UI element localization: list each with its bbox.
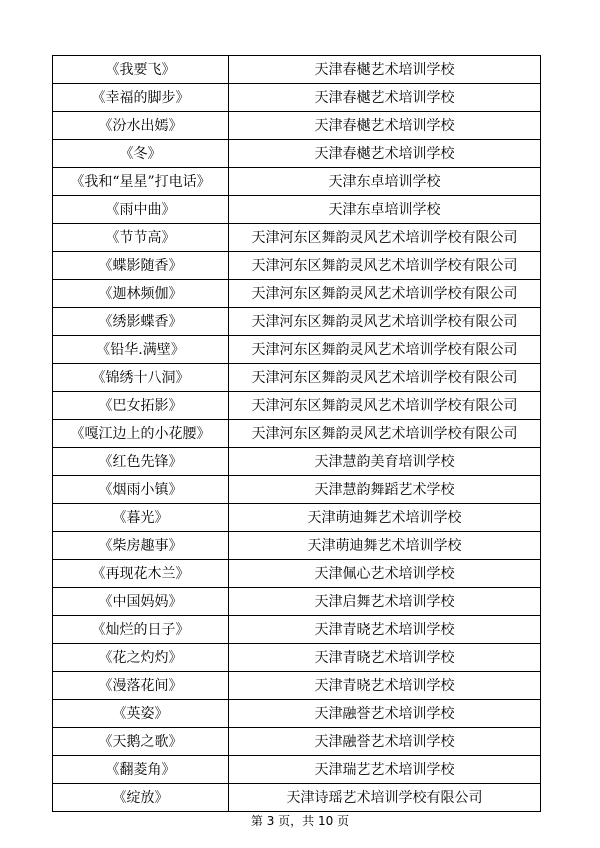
table-row [53, 252, 541, 280]
program-title-cell: 《红色先锋》 [53, 448, 229, 476]
program-title-cell: 《嘎江边上的小花腰》 [53, 420, 229, 448]
school-name-cell: 天津慧韵美育培训学校 [229, 448, 541, 476]
school-name-cell: 天津春樾艺术培训学校 [229, 84, 541, 112]
school-name-cell: 天津河东区舞韵灵风艺术培训学校有限公司 [229, 224, 541, 252]
school-name-cell: 天津青晓艺术培训学校 [229, 616, 541, 644]
school-name-cell: 天津河东区舞韵灵风艺术培训学校有限公司 [229, 336, 541, 364]
school-name-cell: 天津青晓艺术培训学校 [229, 672, 541, 700]
school-name-cell: 天津东卓培训学校 [229, 168, 541, 196]
table-row [53, 756, 541, 784]
school-name-cell: 天津河东区舞韵灵风艺术培训学校有限公司 [229, 252, 541, 280]
table-row [53, 392, 541, 420]
school-name-cell: 天津河东区舞韵灵风艺术培训学校有限公司 [229, 308, 541, 336]
school-name-cell: 天津启舞艺术培训学校 [229, 588, 541, 616]
program-title-cell: 《灿烂的日子》 [53, 616, 229, 644]
school-name-cell: 天津瑞艺艺术培训学校 [229, 756, 541, 784]
school-name-cell: 天津春樾艺术培训学校 [229, 140, 541, 168]
school-name-cell: 天津春樾艺术培训学校 [229, 112, 541, 140]
table-row [53, 504, 541, 532]
program-title-cell: 《天鹅之歌》 [53, 728, 229, 756]
table-row [53, 280, 541, 308]
table-row [53, 532, 541, 560]
program-title-cell: 《再现花木兰》 [53, 560, 229, 588]
program-title-cell: 《冬》 [53, 140, 229, 168]
table-row [53, 84, 541, 112]
school-name-cell: 天津河东区舞韵灵风艺术培训学校有限公司 [229, 364, 541, 392]
page-number: 第 3 页，共 10 页 [250, 814, 350, 828]
program-title-cell: 《蝶影随香》 [53, 252, 229, 280]
table-row [53, 140, 541, 168]
program-title-cell: 《中国妈妈》 [53, 588, 229, 616]
table-row [53, 728, 541, 756]
table-row [53, 448, 541, 476]
school-name-cell: 天津河东区舞韵灵风艺术培训学校有限公司 [229, 392, 541, 420]
program-title-cell: 《幸福的脚步》 [53, 84, 229, 112]
table-row [53, 224, 541, 252]
table-row [53, 364, 541, 392]
program-title-cell: 《铅华.满壁》 [53, 336, 229, 364]
table-row [53, 560, 541, 588]
table-row [53, 112, 541, 140]
program-title-cell: 《绽放》 [53, 784, 229, 812]
program-title-cell: 《我要飞》 [53, 56, 229, 84]
program-title-cell: 《绣影蝶香》 [53, 308, 229, 336]
program-title-cell: 《节节高》 [53, 224, 229, 252]
school-name-cell: 天津萌迪舞艺术培训学校 [229, 504, 541, 532]
table-row [53, 672, 541, 700]
table-row [53, 616, 541, 644]
table-row [53, 336, 541, 364]
school-name-cell: 天津慧韵舞蹈艺术学校 [229, 476, 541, 504]
program-title-cell: 《巴女拓影》 [53, 392, 229, 420]
program-title-cell: 《漫落花间》 [53, 672, 229, 700]
school-name-cell: 天津萌迪舞艺术培训学校 [229, 532, 541, 560]
school-name-cell: 天津青晓艺术培训学校 [229, 644, 541, 672]
program-table [52, 55, 541, 812]
table-row [53, 700, 541, 728]
table-row [53, 588, 541, 616]
school-name-cell: 天津东卓培训学校 [229, 196, 541, 224]
school-name-cell: 天津融誉艺术培训学校 [229, 728, 541, 756]
school-name-cell: 天津河东区舞韵灵风艺术培训学校有限公司 [229, 420, 541, 448]
program-title-cell: 《英姿》 [53, 700, 229, 728]
table-row [53, 476, 541, 504]
table-row [53, 644, 541, 672]
program-title-cell: 《雨中曲》 [53, 196, 229, 224]
program-title-cell: 《我和“星星”打电话》 [53, 168, 229, 196]
program-title-cell: 《汾水出嫣》 [53, 112, 229, 140]
school-name-cell: 天津佩心艺术培训学校 [229, 560, 541, 588]
table-row [53, 196, 541, 224]
program-table-body [53, 56, 541, 812]
school-name-cell: 天津春樾艺术培训学校 [229, 56, 541, 84]
table-row [53, 308, 541, 336]
table-row [53, 784, 541, 812]
table-row [53, 168, 541, 196]
program-title-cell: 《暮光》 [53, 504, 229, 532]
table-row [53, 420, 541, 448]
program-title-cell: 《迦林频伽》 [53, 280, 229, 308]
program-title-cell: 《锦绣十八洞》 [53, 364, 229, 392]
program-title-cell: 《翻菱角》 [53, 756, 229, 784]
school-name-cell: 天津诗瑶艺术培训学校有限公司 [229, 784, 541, 812]
school-name-cell: 天津河东区舞韵灵风艺术培训学校有限公司 [229, 280, 541, 308]
school-name-cell: 天津融誉艺术培训学校 [229, 700, 541, 728]
program-title-cell: 《柴房趣事》 [53, 532, 229, 560]
program-title-cell: 《烟雨小镇》 [53, 476, 229, 504]
table-row [53, 56, 541, 84]
program-title-cell: 《花之灼灼》 [53, 644, 229, 672]
